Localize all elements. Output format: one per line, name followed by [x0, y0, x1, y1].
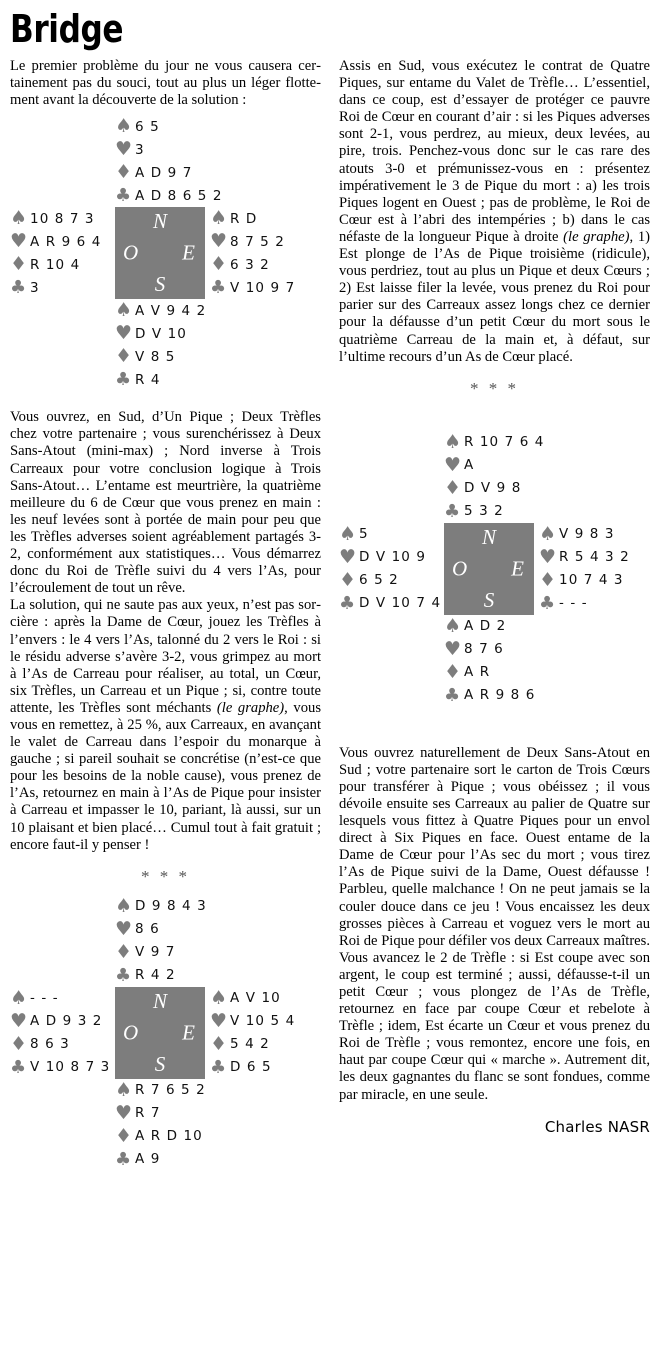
- east-hand: [208, 207, 295, 299]
- card-list: A R 9 6 4: [30, 233, 102, 250]
- compass-box: [444, 523, 534, 615]
- card-list: V 10 9 7: [230, 279, 296, 296]
- card-list: R 10 7 6 4: [464, 434, 545, 451]
- south-hearts: [115, 322, 321, 345]
- right-paragraph-1-part-b: , 1) Est plonge de l’As de Pique troisième (ridicule), vous perdriez, tout au plus un Pique et deux Cœurs ; 2) Est laisse filer la levée, vous prenez du Roi pour parier sur des Carreaux assez longs chez ce dernier pour la défausse d’un petit Cœur du mort sous le quatrième Carreau de la main et, à défaut, sur l’ultime recours d’un As de Cœur placé.: [339, 228, 650, 365]
- diamond-icon: ♦: [444, 476, 463, 499]
- card-list: D V 10: [135, 325, 187, 342]
- card-list: V 10 8 7 3: [30, 1059, 111, 1076]
- heart-icon: ♥: [444, 637, 463, 660]
- club-icon: ♣: [10, 1056, 28, 1078]
- compass-south-label: S: [154, 1051, 166, 1076]
- heart-icon: ♥: [115, 138, 134, 161]
- diamond-icon: ♦: [10, 1032, 29, 1055]
- compass-box: [115, 207, 205, 299]
- card-list: A D 9 3 2: [30, 1013, 103, 1030]
- spacer: [10, 399, 321, 409]
- two-column-layout: [10, 58, 650, 1179]
- south-hearts: [115, 1102, 321, 1125]
- north-diamonds: [444, 477, 650, 500]
- club-icon: ♣: [115, 964, 133, 986]
- north-hand: [444, 431, 650, 523]
- card-list: 5 4 2: [230, 1036, 270, 1053]
- west-hearts: [339, 546, 444, 569]
- card-list: 3: [135, 141, 145, 158]
- spacer: [339, 715, 650, 745]
- north-spades: [115, 895, 321, 918]
- compass-west-label: O: [452, 556, 468, 581]
- card-list: V 9 7: [135, 944, 176, 961]
- club-icon: ♣: [210, 277, 228, 299]
- card-list: R 7: [135, 1105, 161, 1122]
- west-hearts: [10, 1010, 115, 1033]
- north-hearts: [115, 918, 321, 941]
- north-hand: [115, 115, 321, 207]
- card-list: - - -: [559, 595, 588, 612]
- diamond-icon: ♦: [210, 253, 229, 276]
- section-separator-1: * * *: [141, 866, 190, 886]
- west-hand: [10, 207, 115, 299]
- club-icon: ♣: [444, 684, 462, 706]
- card-list: A D 2: [464, 618, 507, 635]
- compass-north-label: N: [152, 209, 168, 234]
- left-paragraph-2-part-b: , vous vous en remettez, à 25 %, aux Carreaux, en avançant le valet de Carreau dans l’espoir du monarque à gauche ; si pareil souhait se concrétise (n’est-ce que pour les besoins de la noble cause), vous prenez de l’As, retournez en main à l’As de Pique pour insister à Carreau et impasser le 10, pariant, là aussi, sur un 10 plaisant et bien placé… Cumul tout à fait gratuit ; encore faut-il y penser !: [10, 699, 321, 853]
- card-list: 6 3 2: [230, 256, 270, 273]
- south-clubs: [444, 684, 650, 707]
- card-list: 8 7 5 2: [230, 233, 285, 250]
- east-clubs: [210, 1056, 295, 1079]
- right-paragraph-2: Vous ouvrez naturellement de Deux Sans-Atout en Sud ; votre partenaire sort le carton de Trois Cœurs pour transférer à Pique ; vous obéissez ; il vous dévoile ensuite ses Carreaux au palier de Quatre sur lesquels vous fittez à Quatre Piques pour un envol direct à Six Piques en face. Ouest entame de la Dame de Cœur pour l’As sec du mort ; vous tirez l’As de Pique suivi de la Dame, Ouest défausse ! Parbleu, quelle malchance ! On ne peut jamais se la couler douce dans ce jeu ! Vous encaissez les deux grosses pièces à Carreau et voguez vers le mort au Roi de Pique pour défiler vos deux Carreaux maîtres. Vous avancez le 2 de Trèfle : si Est coupe avec son argent, le coup est terminé ; aussi, défausse-t-il un petit Cœur ; vous plongez de l’As de Trèfle, retournez en face par coupe Cœur et rebelote à Trèfle ; idem, Est écarte un Cœur et vous prenez du Roi de Trèfle ; vous remontez, encore une fois, en haut par coupe Cœur qui « marche ». Autrement dit, les deux gagnantes du flanc se sont fondues, comme par miracle, en une seule.: [339, 744, 650, 1103]
- diamond-icon: ♦: [115, 940, 134, 963]
- card-list: D 6 5: [230, 1059, 272, 1076]
- card-list: V 8 5: [135, 348, 176, 365]
- west-spades: [339, 523, 444, 546]
- card-list: V 9 8 3: [559, 526, 615, 543]
- card-list: A 9: [135, 1151, 161, 1168]
- west-clubs: [10, 276, 115, 299]
- spade-icon: ♠: [444, 430, 463, 453]
- compass-east-label: E: [511, 556, 524, 581]
- diamond-icon: ♦: [339, 568, 358, 591]
- club-icon: ♣: [210, 1056, 228, 1078]
- deal-diagram-3: [10, 895, 321, 1171]
- diamond-icon: ♦: [10, 253, 29, 276]
- card-list: R 4: [135, 371, 161, 388]
- heart-icon: ♥: [444, 453, 463, 476]
- east-spades: [210, 987, 295, 1010]
- heart-icon: ♥: [210, 230, 229, 253]
- card-list: R 10 4: [30, 256, 81, 273]
- diamond-icon: ♦: [115, 345, 134, 368]
- card-list: 3: [30, 279, 40, 296]
- right-column: [339, 58, 650, 1136]
- south-diamonds: [444, 661, 650, 684]
- card-list: 8 6: [135, 921, 160, 938]
- card-list: 10 7 4 3: [559, 572, 624, 589]
- north-spades: [444, 431, 650, 454]
- diamond-icon: ♦: [444, 660, 463, 683]
- deal-middle-row: [339, 523, 650, 615]
- heart-icon: ♥: [115, 1101, 134, 1124]
- compass-west-label: O: [123, 1020, 139, 1045]
- spade-icon: ♠: [210, 986, 229, 1009]
- heart-icon: ♥: [10, 230, 29, 253]
- card-list: 10 8 7 3: [30, 210, 95, 227]
- south-clubs: [115, 1148, 321, 1171]
- card-list: D V 10 9: [359, 549, 427, 566]
- south-hand: [115, 299, 321, 391]
- east-hearts: [210, 230, 295, 253]
- east-clubs: [539, 592, 630, 615]
- card-list: 8 6 3: [30, 1036, 70, 1053]
- left-paragraph-2: [10, 597, 321, 853]
- spade-icon: ♠: [10, 207, 29, 230]
- diamond-icon: ♦: [210, 1032, 229, 1055]
- west-hand: [10, 987, 115, 1079]
- right-paragraph-1-part-a: Assis en Sud, vous exécutez le contrat de Quatre Piques, sur entame du Valet de Trèfle… L’essentiel, dans ce coup, est d’essayer de protéger ce pauvre Roi de Cœur en courant d’air : si les Piques adverses sont 2-1, vous perdrez, au mieux, deux levées, au pire, trois. Penchez-vous donc sur le cas rare des atouts 3-0 et prémunissez-vous en : présentez impérativement le 3 de Pique du mort : a) les trois Piques logent en Ouest ; pas de problème, le Roi de Cœur est à l’abri des intempéries ; b) dans le cas néfaste de la longueur Pique à droite: [339, 58, 650, 245]
- diamond-icon: ♦: [115, 1124, 134, 1147]
- west-diamonds: [10, 253, 115, 276]
- author-signature: Charles NASR: [544, 1117, 650, 1136]
- west-clubs: [10, 1056, 115, 1079]
- club-icon: ♣: [115, 369, 133, 391]
- north-hand: [115, 895, 321, 987]
- card-list: A R D 10: [135, 1128, 203, 1145]
- compass-east-label: E: [182, 1020, 195, 1045]
- north-diamonds: [115, 161, 321, 184]
- compass-box: [115, 987, 205, 1079]
- spade-icon: ♠: [210, 207, 229, 230]
- deal-diagram-1: [10, 115, 321, 391]
- south-hand: [444, 615, 650, 707]
- south-spades: [115, 299, 321, 322]
- east-diamonds: [210, 1033, 295, 1056]
- compass-north-label: N: [152, 988, 168, 1013]
- north-clubs: [115, 964, 321, 987]
- north-clubs: [115, 184, 321, 207]
- card-list: V 10 5 4: [230, 1013, 296, 1030]
- card-list: R 7 6 5 2: [135, 1082, 206, 1099]
- spade-icon: ♠: [115, 299, 134, 322]
- south-diamonds: [115, 1125, 321, 1148]
- deal-diagram-2: [339, 431, 650, 707]
- west-hand: [339, 523, 444, 615]
- left-paragraph-2-emphasis: (le graphe): [216, 699, 285, 716]
- deal-middle-row: [10, 207, 321, 299]
- north-spades: [115, 115, 321, 138]
- west-hearts: [10, 230, 115, 253]
- card-list: A R 9 8 6: [464, 687, 536, 704]
- diamond-icon: ♦: [115, 161, 134, 184]
- club-icon: ♣: [115, 185, 133, 207]
- card-list: 6 5 2: [359, 572, 399, 589]
- east-diamonds: [539, 569, 630, 592]
- intro-paragraph: Le premier problème du jour ne vous causera certainement pas du souci, tout au plus un léger flottement avant la découverte de la solution :: [10, 58, 321, 109]
- card-list: R 5 4 3 2: [559, 549, 630, 566]
- spacer: [339, 407, 650, 425]
- compass-north-label: N: [481, 524, 497, 549]
- south-diamonds: [115, 345, 321, 368]
- card-list: A: [464, 457, 475, 474]
- card-list: D V 10 7 4: [359, 595, 442, 612]
- east-hand: [537, 523, 630, 615]
- south-hearts: [444, 638, 650, 661]
- south-clubs: [115, 368, 321, 391]
- east-spades: [539, 523, 630, 546]
- spade-icon: ♠: [115, 894, 134, 917]
- heart-icon: ♥: [115, 917, 134, 940]
- heart-icon: ♥: [539, 545, 558, 568]
- compass-south-label: S: [154, 272, 166, 297]
- card-list: A D 9 7: [135, 164, 193, 181]
- heart-icon: ♥: [10, 1009, 29, 1032]
- south-spades: [444, 615, 650, 638]
- east-diamonds: [210, 253, 295, 276]
- club-icon: ♣: [115, 1148, 133, 1170]
- right-paragraph-1-emphasis: (le graphe): [563, 228, 630, 245]
- west-diamonds: [10, 1033, 115, 1056]
- north-hearts: [115, 138, 321, 161]
- spade-icon: ♠: [339, 522, 358, 545]
- east-clubs: [210, 276, 295, 299]
- spade-icon: ♠: [444, 614, 463, 637]
- north-clubs: [444, 500, 650, 523]
- heart-icon: ♥: [339, 545, 358, 568]
- west-spades: [10, 987, 115, 1010]
- card-list: - - -: [30, 990, 59, 1007]
- north-hearts: [444, 454, 650, 477]
- left-column: [10, 58, 321, 1179]
- north-diamonds: [115, 941, 321, 964]
- left-paragraph-2-part-a: La solution, qui ne saute pas aux yeux, n’est pas sorcière : après la Dame de Cœur, jouez les Trèfles à l’envers : le 4 vers l’As, talonné du 2 vers le Roi : si le résidu adverse s’avère 3-2, vous grimpez au mort à l’As de Carreau pour réaliser, au total, un Cœur, six Trèfles, un Carreau et un Pique ; si, contre toute attente, les Trèfles sont méchants: [10, 597, 321, 716]
- card-list: R D: [230, 210, 258, 227]
- heart-icon: ♥: [210, 1009, 229, 1032]
- club-icon: ♣: [10, 277, 28, 299]
- card-list: R 4 2: [135, 967, 176, 984]
- section-separator-2: * * *: [470, 378, 519, 398]
- card-list: 6 5: [135, 118, 160, 135]
- east-hand: [208, 987, 295, 1079]
- spade-icon: ♠: [10, 986, 29, 1009]
- card-list: A D 8 6 5 2: [135, 187, 223, 204]
- west-spades: [10, 207, 115, 230]
- east-spades: [210, 207, 295, 230]
- card-list: A V 10: [230, 990, 281, 1007]
- spade-icon: ♠: [115, 115, 134, 138]
- south-spades: [115, 1079, 321, 1102]
- west-clubs: [339, 592, 444, 615]
- diamond-icon: ♦: [539, 568, 558, 591]
- south-hand: [115, 1079, 321, 1171]
- card-list: D 9 8 4 3: [135, 898, 207, 915]
- right-paragraph-1: [339, 58, 650, 366]
- heart-icon: ♥: [115, 322, 134, 345]
- compass-south-label: S: [483, 587, 495, 612]
- club-icon: ♣: [339, 592, 357, 614]
- west-diamonds: [339, 569, 444, 592]
- east-hearts: [539, 546, 630, 569]
- compass-west-label: O: [123, 240, 139, 265]
- spade-icon: ♠: [539, 522, 558, 545]
- card-list: 5: [359, 526, 369, 543]
- card-list: D V 9 8: [464, 480, 522, 497]
- card-list: 8 7 6: [464, 641, 504, 658]
- page-title: Bridge: [10, 7, 124, 51]
- card-list: A R: [464, 664, 491, 681]
- compass-east-label: E: [182, 240, 195, 265]
- spade-icon: ♠: [115, 1078, 134, 1101]
- left-paragraph-1: Vous ouvrez, en Sud, d’Un Pique ; Deux Trèfles chez votre partenaire ; vous surenchérissez à Deux Sans-Atout (mini-max) ; Nord inverse à Trois Carreaux pour votre conclusion logique à Trois Sans-Atout… L’entame est meurtrière, la quatrième meilleure du 6 de Cœur que vous prenez en main : les neuf levées sont à portée de main pour peu que les Trèfles adverses soient agréablement partagés 3-2, conformément aux statistiques… Vous démarrez donc du Roi de Trèfle suivi du 4 vers l’As, pour l’écroulement de tout un rêve.: [10, 409, 321, 597]
- card-list: A V 9 4 2: [135, 302, 207, 319]
- club-icon: ♣: [444, 500, 462, 522]
- east-hearts: [210, 1010, 295, 1033]
- deal-middle-row: [10, 987, 321, 1079]
- club-icon: ♣: [539, 592, 557, 614]
- card-list: 5 3 2: [464, 503, 504, 520]
